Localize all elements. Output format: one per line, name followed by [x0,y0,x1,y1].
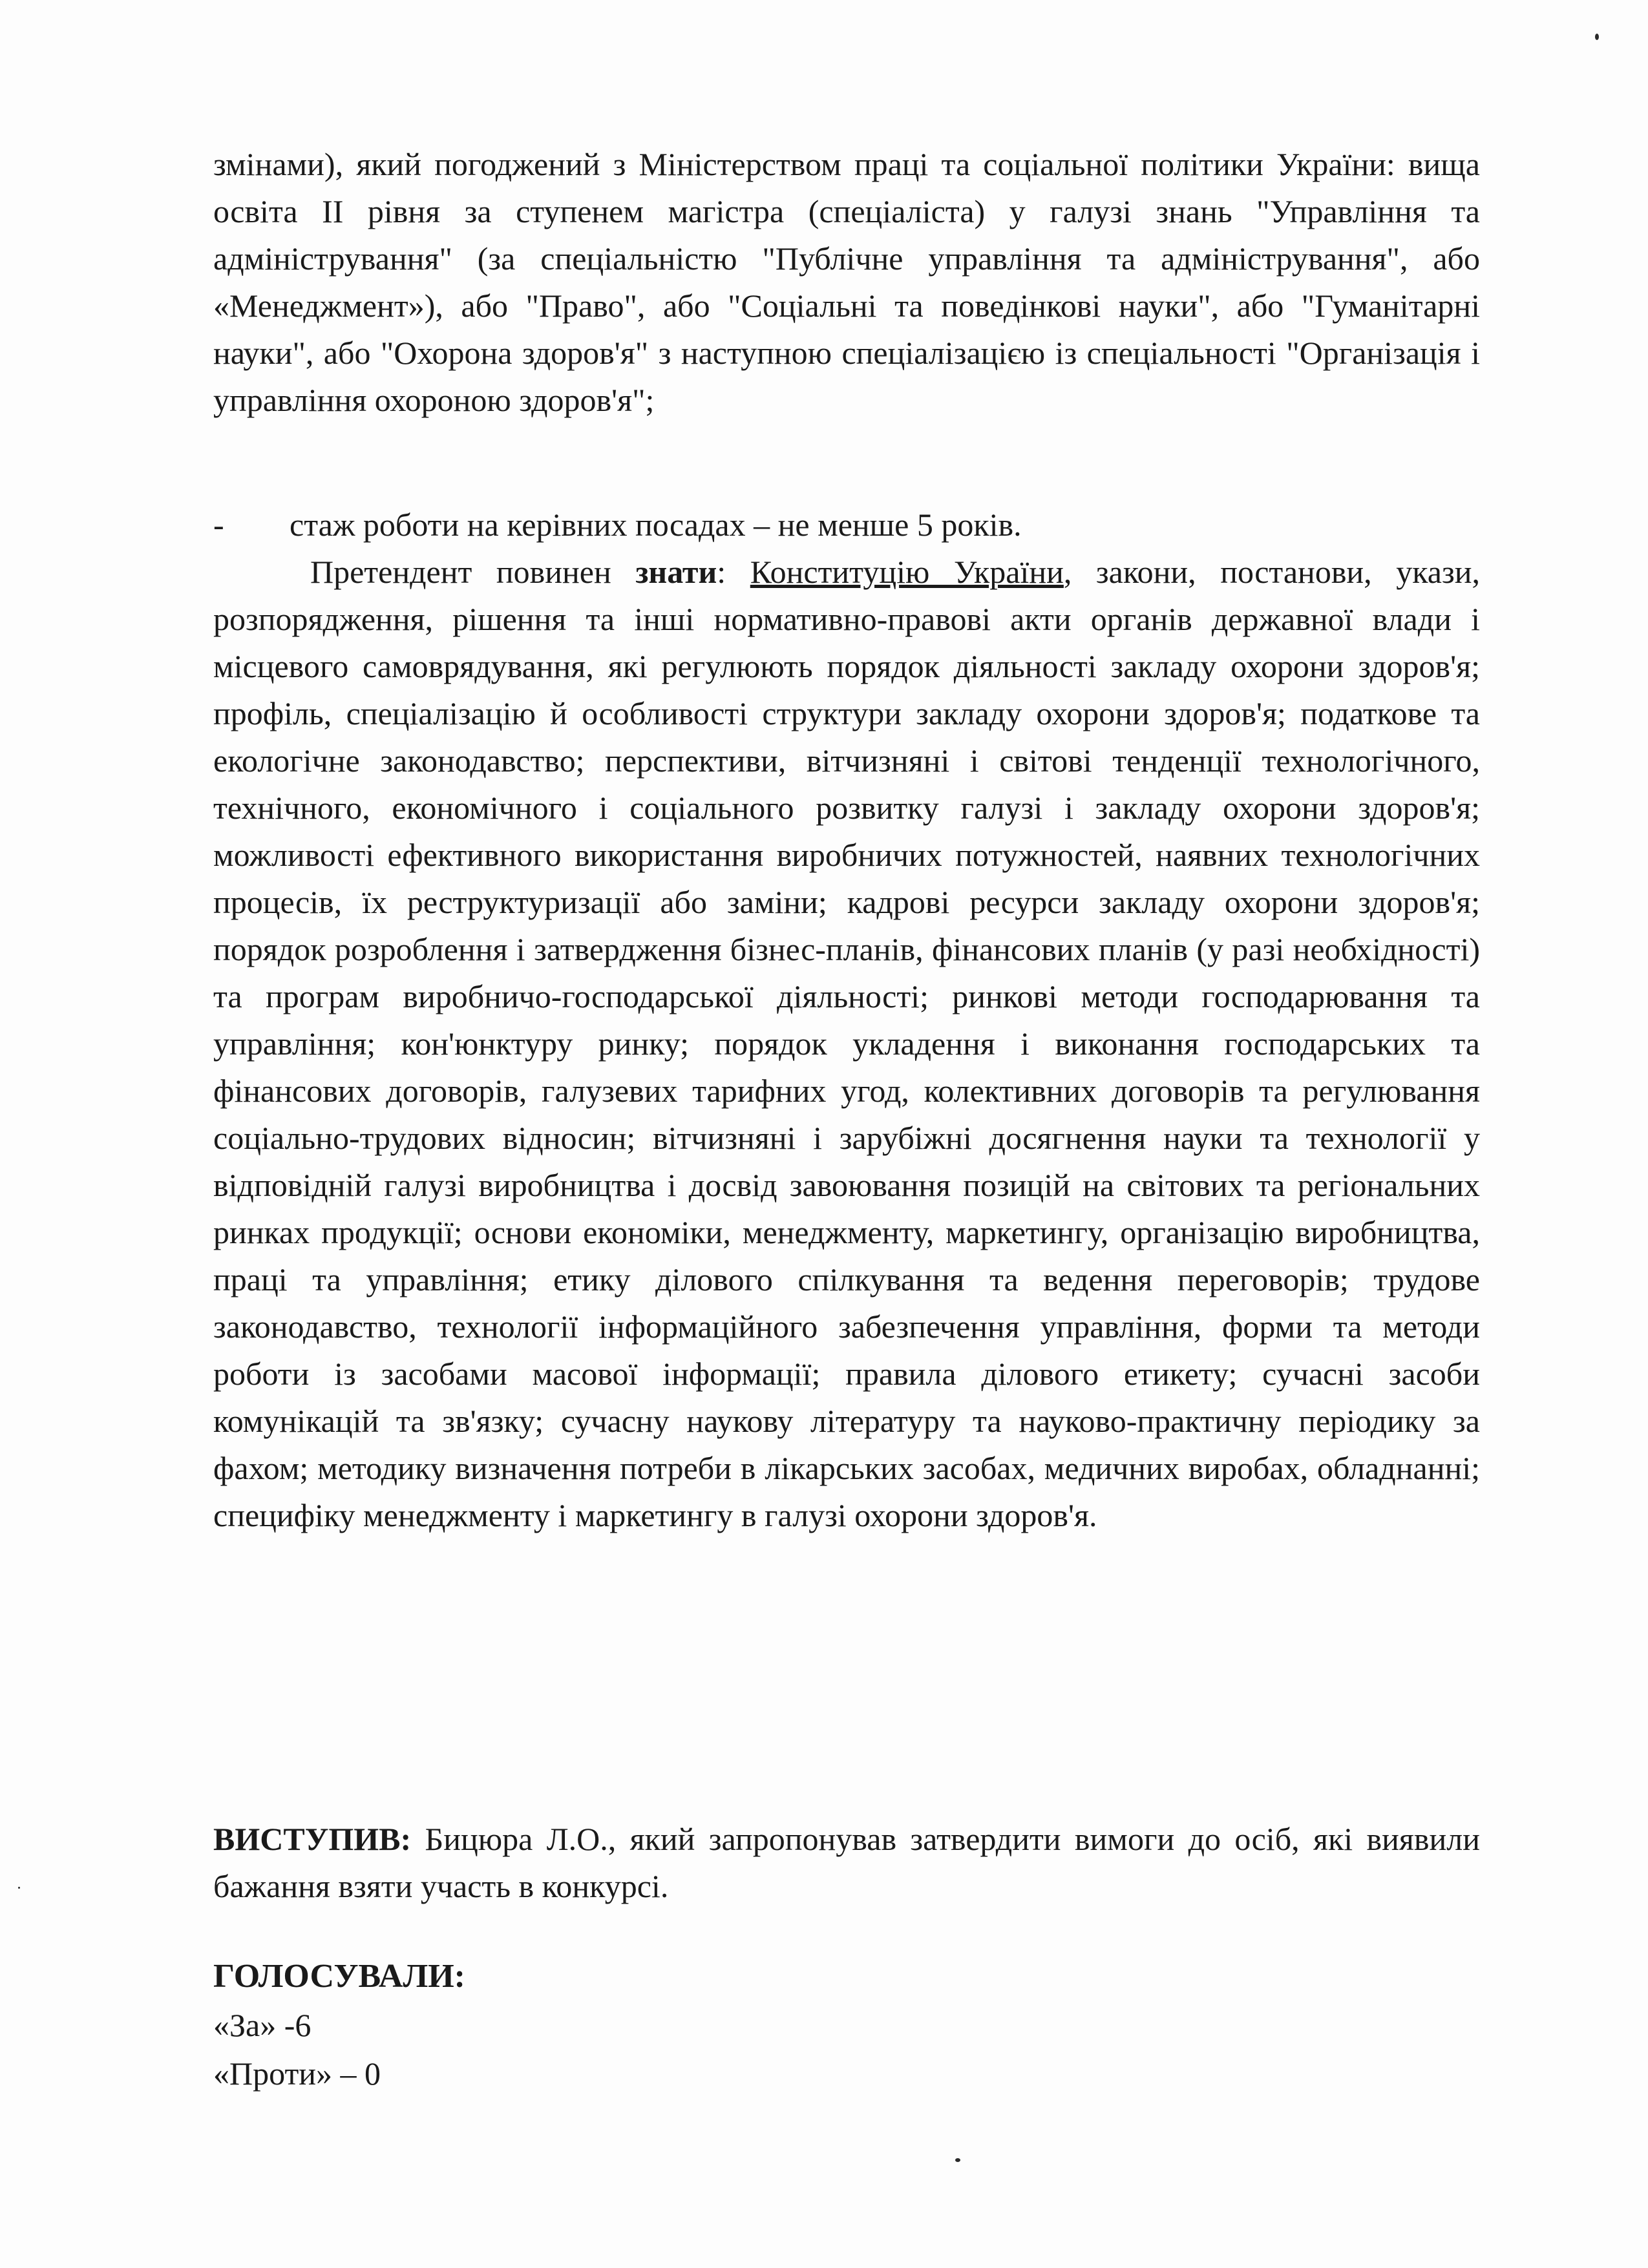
constitution-link[interactable]: Конституцію України [750,554,1064,590]
speech-label: ВИСТУПИВ: [213,1821,412,1857]
knowledge-paragraph [213,549,1480,1539]
vote-for: «За» -6 [213,2007,312,2043]
knowledge-bold-word: знати [635,554,717,590]
knowledge-colon: : [717,554,750,590]
knowledge-lead: Претендент повинен [310,554,636,590]
speech-paragraph [213,1816,1480,1910]
voting-heading: ГОЛОСУВАЛИ: [213,1958,465,1995]
requirements-paragraph: змінами), який погоджений з Міністерством праці та соціальної політики України: вища освіта ІІ рівня за ступенем магістра (спеціаліста) у галузі знань "Управління та адміністрування" (за спеціальністю "Публічне управління та адміністрування", або «Менеджмент»), або "Право", або "Соціальні та поведінкові науки", або "Гуманітарні науки", або "Охорона здоров'я" з наступною спеціалізацією із спеціальності "Організація і управління охороною здоров'я"; [213,146,1480,418]
experience-requirement [213,501,1480,549]
scan-speck [18,1887,20,1889]
vote-against: «Проти» – 0 [213,2055,381,2092]
scan-speck [955,2158,960,2162]
experience-text: стаж роботи на керівних посадах – не менше 5 років. [290,507,1022,543]
knowledge-body: , закони, постанови, укази, розпорядження, рішення та інші нормативно-правові акти органів державної влади і місцевого самоврядування, які регулюють порядок діяльності закладу охорони здоров'я; профіль, спеціалізацію й особливості структури закладу охорони здоров'я; податкове та екологічне законодавство; перспективи, вітчизняні і світові тенденції технологічного, технічного, економічного і соціального розвитку галузі і закладу охорони здоров'я; можливості ефективного використання виробничих потужностей, наявних технологічних процесів, їх реструктуризації або заміни; кадрові ресурси закладу охорони здоров'я; порядок розроблення і затвердження бізнес-планів, фінансових планів (у разі необхідності) та програм виробничо-господарської діяльності; ринкові методи господарювання та управління; кон'юнктуру ринку; порядок укладення і виконання господарських та фінансових договорів, галузевих тарифних угод, колективних договорів та регулювання соціально-трудових відносин; вітчизняні і зарубіжні досягнення науки та технології у відповідній галузі виробництва і досвід завоювання позицій на світових та регіональних ринках продукції; основи економіки, менеджменту, маркетингу, організацію виробництва, праці та управління; етику ділового спілкування та ведення переговорів; трудове законодавство, технології інформаційного забезпечення управління, форми та методи роботи із засобами масової інформації; правила ділового етикету; сучасні засоби комунікацій та зв'язку; сучасну наукову літературу та науково-практичну періодику за фахом; методику визначення потреби в лікарських засобах, медичних виробах, обладнанні; специфіку менеджменту і маркетингу в галузі охорони здоров'я. [213,554,1480,1533]
scan-speck [1595,34,1599,40]
speech-text: Бицюра Л.О., який запропонував затвердити вимоги до осіб, які виявили бажання взяти участь в конкурсі. [213,1821,1480,1904]
list-dash: - [213,507,224,543]
